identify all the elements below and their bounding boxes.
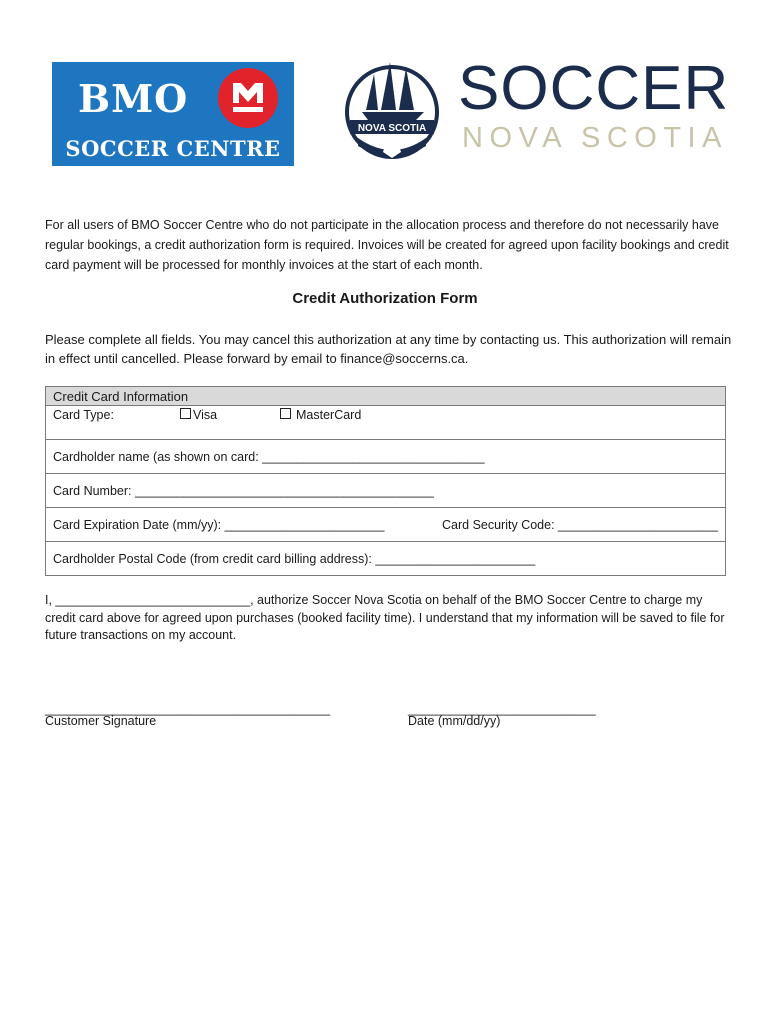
signature-line[interactable]: _________________________________________: [45, 702, 331, 716]
form-instructions: Please complete all fields. You may cancel this authorization at any time by contacting us. This authorization will remain in effect until cancelled. Please forward by email to finance@soccerns.ca.: [45, 332, 732, 366]
visa-label: Visa: [193, 408, 218, 422]
signature-label: Customer Signature: [45, 714, 157, 728]
crest-text: NOVA SCOTIA: [357, 123, 427, 134]
date-label: Date (mm/dd/yy): [408, 714, 501, 728]
mastercard-label: MasterCard: [296, 408, 362, 422]
visa-option[interactable]: [180, 408, 217, 422]
security-code-field[interactable]: Card Security Code: _______________________: [442, 518, 718, 532]
bmo-soccer-centre-logo: [52, 62, 294, 166]
visa-checkbox[interactable]: [180, 408, 191, 419]
cardholder-name-field[interactable]: Cardholder name (as shown on card: ________________________________: [53, 450, 485, 464]
postal-code-field[interactable]: Cardholder Postal Code (from credit card billing address): _______________________: [53, 552, 536, 566]
credit-card-section-title: Credit Card Information: [46, 387, 725, 406]
intro-paragraph: For all users of BMO Soccer Centre who do not participate in the allocation process and therefore do not necessarily have regular bookings, a credit authorization form is required. Invoices will be created for agreed upon facility bookings and credit card payment will be processed for monthly invoices at the start of each month.: [45, 218, 729, 272]
expiration-date-field[interactable]: Card Expiration Date (mm/yy): _______________________: [53, 518, 385, 532]
soccer-wordmark: SOCCER: [458, 54, 730, 123]
authorization-paragraph: I, ____________________________, authorize Soccer Nova Scotia on behalf of the BMO Soccer Centre to charge my credit card above for agreed upon purchases (booked facility time). I understand that my information will be saved to file for future transactions on my account.: [45, 593, 725, 642]
mastercard-checkbox[interactable]: [280, 408, 291, 419]
bmo-roundel-icon: [218, 68, 278, 128]
card-number-row: [46, 474, 725, 508]
date-line[interactable]: ___________________________: [408, 702, 596, 716]
card-number-field[interactable]: Card Number: ___________________________________________: [53, 484, 434, 498]
mastercard-option[interactable]: [280, 408, 361, 422]
soccer-nova-scotia-crest-icon: [344, 54, 440, 166]
credit-card-info-table: [45, 386, 726, 576]
bmo-m-bar-icon: [232, 83, 264, 113]
form-title: Credit Authorization Form: [292, 290, 478, 307]
expiration-security-row: [46, 508, 725, 542]
cardholder-name-row: [46, 440, 725, 474]
card-type-row: [46, 406, 725, 440]
postal-code-row: [46, 542, 725, 575]
bmo-logo-subtitle: SOCCER CENTRE: [65, 136, 281, 161]
card-type-label: Card Type:: [53, 408, 114, 422]
nova-scotia-wordmark: NOVA SCOTIA: [462, 122, 728, 154]
bmo-logo-text: BMO: [78, 76, 189, 121]
